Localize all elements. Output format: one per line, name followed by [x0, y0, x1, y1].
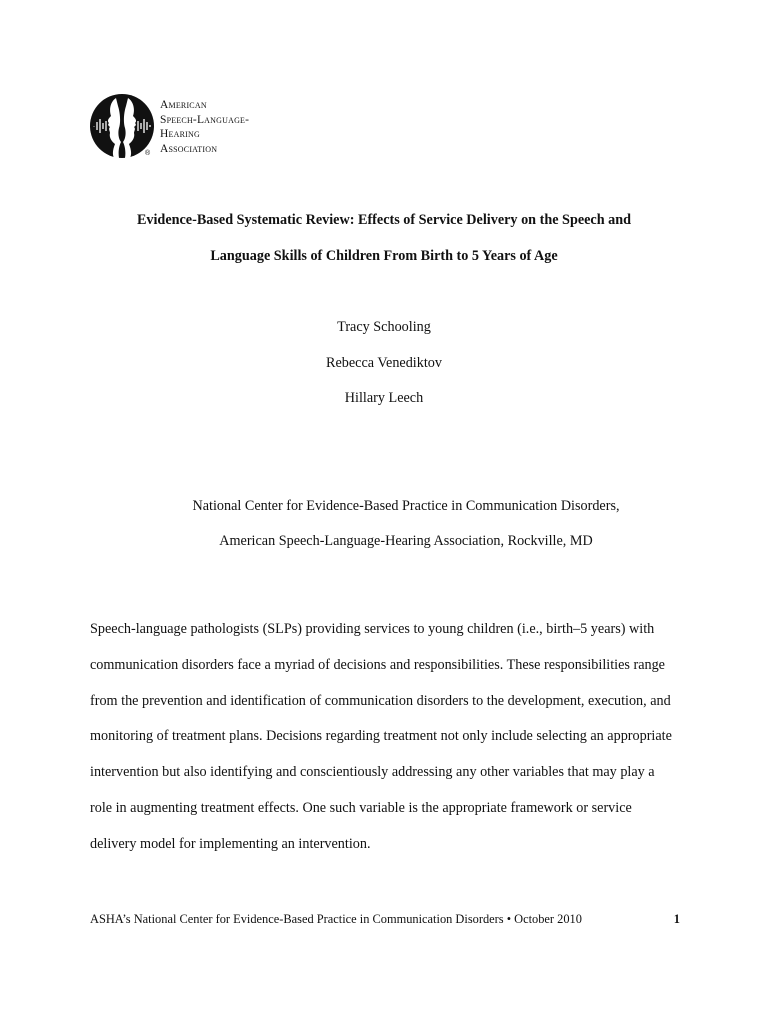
affiliation-line-1: National Center for Evidence-Based Practice in Communication Disorders, — [192, 498, 620, 514]
footer-text: ASHA’s National Center for Evidence-Based Practice in Communication Disorders • October 2010 — [90, 912, 582, 926]
logo-line-1: American — [160, 99, 207, 111]
asha-logo — [88, 92, 288, 164]
body-paragraph — [90, 612, 680, 863]
author-3: Hillary Leech — [344, 390, 424, 406]
registered-mark: ® — [145, 150, 151, 157]
intro-paragraph: Speech-language pathologists (SLPs) providing services to young children (i.e., birth–5 years) with communication disorders face a myriad of decisions and responsibilities. These responsibilities range from the prevention and identification of communication disorders to the development, execution, and monitoring of treatment plans. Decisions regarding treatment not only include selecting an appropriate intervention but also identifying and conscientiously addressing any other variables that may play a role in augmenting treatment effects. One such variable is the appropriate framework or service delivery model for implementing an intervention. — [90, 621, 672, 852]
author-1: Tracy Schooling — [337, 319, 431, 335]
title-line-1: Evidence-Based Systematic Review: Effects of Service Delivery on the Speech and — [136, 212, 632, 228]
title-line-2: Language Skills of Children From Birth to 5 Years of Age — [210, 248, 558, 264]
logo-line-2: Speech-Language- — [160, 113, 250, 126]
logo-wordmark — [160, 98, 249, 156]
author-2: Rebecca Venediktov — [326, 355, 442, 371]
logo-line-3: Hearing — [160, 128, 200, 140]
page-number: 1 — [673, 912, 680, 926]
affiliation-line-2: American Speech-Language-Hearing Association, Rockville, MD — [219, 533, 593, 549]
logo-line-4: Association — [160, 142, 218, 155]
